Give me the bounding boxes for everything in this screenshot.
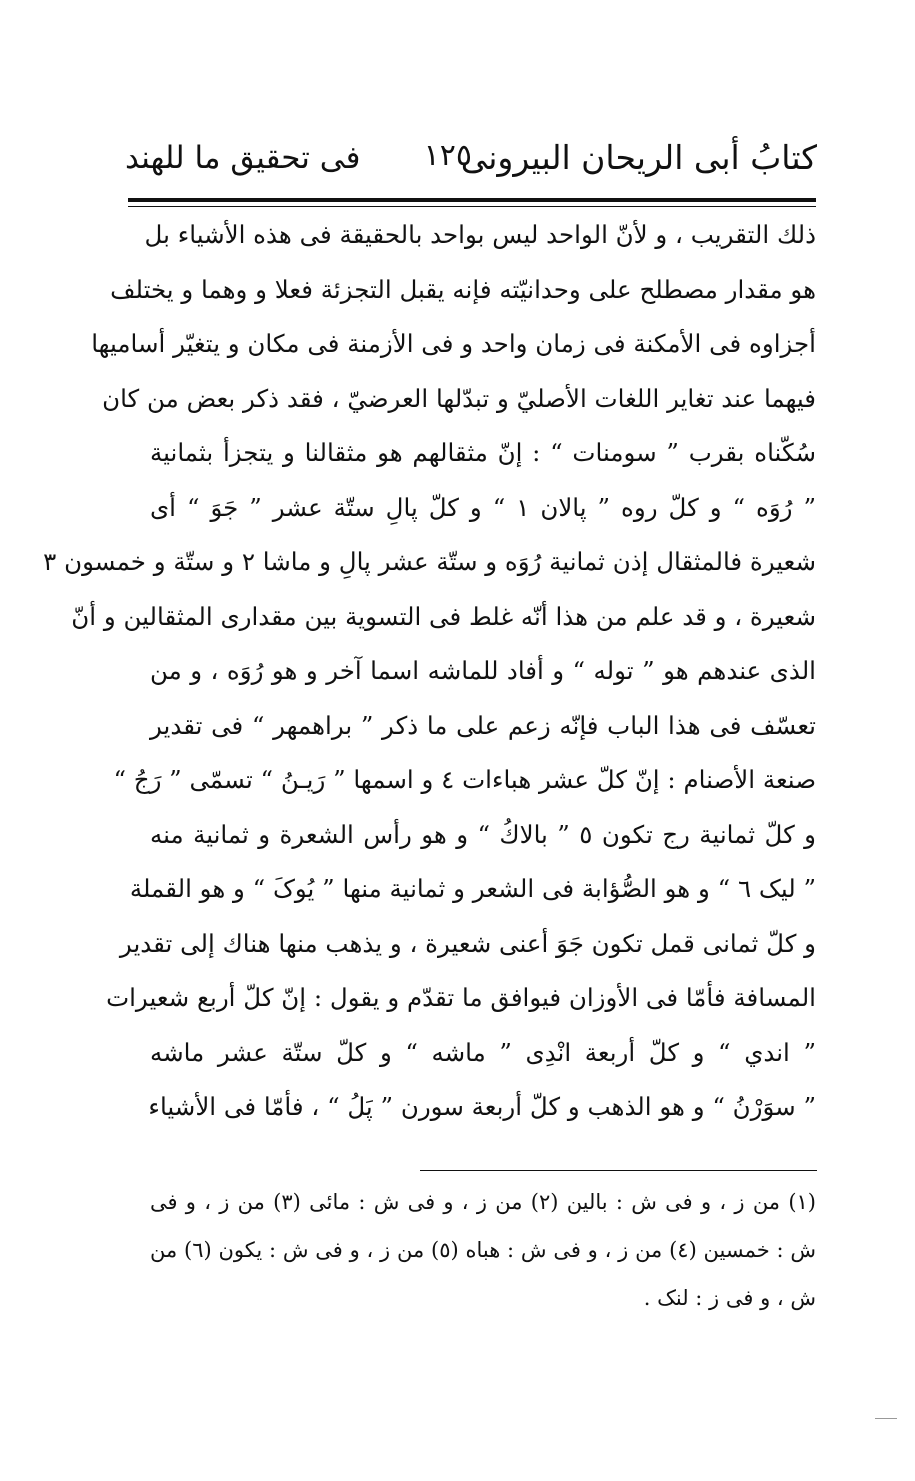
section-title: فى تحقيق ما للهند	[125, 140, 361, 176]
text-line: شعيرة ، و قد علم من هذا أنّه غلط فى التسوية بين مقدارى المثقالين و أنّ	[71, 601, 816, 631]
running-header	[125, 132, 817, 194]
text-line: و كلّ ثمانية رج تكون ٥ ” بالاكُ “ و هو رأس الشعرة و ثمانية منه	[150, 819, 816, 849]
page-number: ١٢٥	[423, 138, 472, 173]
text-line: صنعة الأصنام : إنّ كلّ عشر هباءات ٤ و اسمها ” رَيـنُ “ تسمّى ” رَجُ “	[113, 765, 816, 794]
text-line: المسافة فأمّا فى الأوزان فيوافق ما تقدّم و يقول : إنّ كلّ أربع شعيرات	[106, 983, 816, 1012]
text-line: الذى عندهم هو ” توله “ و أفاد للماشه اسما آخر و هو رُوَه ، و من	[150, 656, 816, 685]
text-line: هو مقدار مصطلح على وحدانيّته فإنه يقبل التجزئة فعلا و وهما و يختلف	[110, 274, 816, 304]
text-line: ” رُوَه “ و كلّ روه ” پالان ١ “ و كلّ پالِ ستّة عشر ” جَوَ “ أى	[150, 492, 816, 522]
footnote-line: ش ، و فى ز : لنک .	[643, 1286, 816, 1310]
footnotes	[150, 1178, 816, 1322]
main-text	[43, 208, 816, 1135]
text-line: فيهما عند تغاير اللغات الأصليّ و تبدّلها العرضيّ ، فقد ذكر بعض من كان	[102, 383, 816, 413]
text-line: شعيرة فالمثقال إذن ثمانية رُوَه و ستّة عشر پالِ و ماشا ٢ و ستّة و خمسون ٣	[43, 547, 816, 576]
footnote-line: ش : خمسين (٤) من ز ، و فى ش : هباه (٥) من ز ، و فى ش : يكون (٦) من	[150, 1238, 816, 1262]
footnote-rule	[420, 1170, 817, 1171]
scan-edge-mark	[875, 1418, 897, 1419]
footnote-line: (١) من ز ، و فى ش : بالين (٢) من ز ، و فى ش : مائى (٣) من ز ، و فى	[150, 1190, 816, 1214]
book-title: كتابُ أبى الريحان البيرونى	[460, 138, 817, 177]
text-line: ذلك التقريب ، و لأنّ الواحد ليس بواحد بالحقيقة فى هذه الأشياء بل	[144, 220, 816, 249]
text-line: أجزاوه فى الأمكنة فى زمان واحد و فى الأزمنة فى مكان و يتغيّر أساميها	[91, 329, 816, 358]
text-line: و كلّ ثمانى قمل تكون جَوَ أعنى شعيرة ، و يذهب منها هناك إلى تقدير	[119, 928, 816, 958]
header-rule-thin	[128, 206, 816, 207]
text-line: تعسّف فى هذا الباب فإنّه زعم على ما ذكر ” براهمهر “ فى تقدير	[150, 710, 816, 740]
text-line: ” سوَرْنُ “ و هو الذهب و كلّ أربعة سورن ” پَلُ “ ، فأمّا فى الأشياء	[148, 1092, 816, 1121]
text-line: سُكّناه بقرب ” سومنات “ : إنّ مثقالهم هو مثقالنا و يتجزأ بثمانية	[150, 438, 816, 467]
text-line: ” اندي “ و كلّ أربعة انْدِى ” ماشه “ و كلّ ستّة عشر ماشه	[150, 1037, 816, 1067]
header-rule-thick	[128, 198, 816, 202]
text-line: ” ليک ٦ “ و هو الصُّؤابة فى الشعر و ثمانية منها ” يُوکَ “ و هو القملة	[129, 874, 816, 903]
